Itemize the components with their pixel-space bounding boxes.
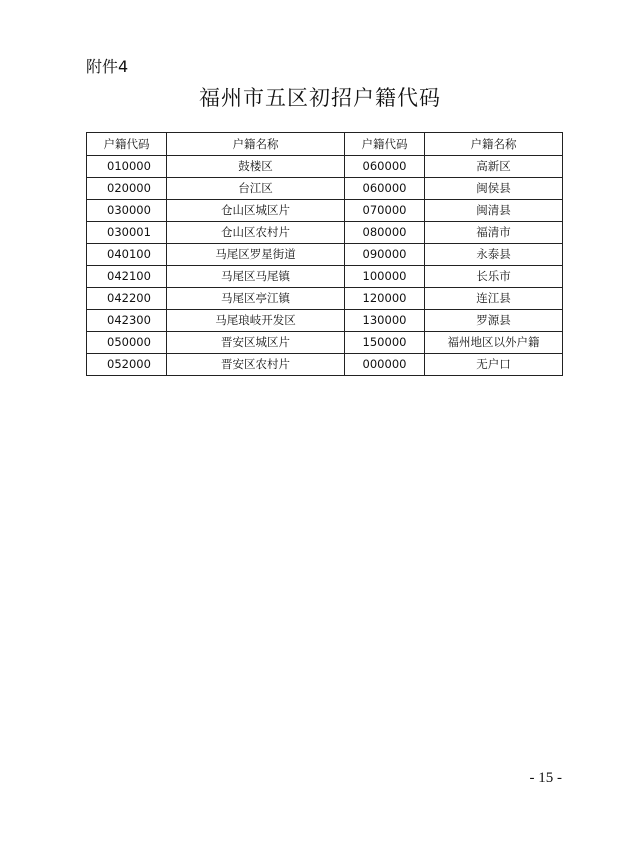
code-cell: 070000 [345,200,425,222]
name-cell: 高新区 [425,156,563,178]
page-number: - 15 - [529,770,562,786]
name-cell: 福州地区以外户籍 [425,332,563,354]
name-cell: 闽侯县 [425,178,563,200]
code-cell: 042200 [87,288,167,310]
name-cell: 鼓楼区 [167,156,345,178]
table-row [87,244,563,266]
code-cell: 010000 [87,156,167,178]
table-row [87,332,563,354]
code-cell: 100000 [345,266,425,288]
table-row [87,222,563,244]
table-row [87,354,563,376]
code-cell: 130000 [345,310,425,332]
header-code-2: 户籍代码 [345,133,425,156]
code-cell: 090000 [345,244,425,266]
header-name-2: 户籍名称 [425,133,563,156]
table-row [87,200,563,222]
header-name-1: 户籍名称 [167,133,345,156]
code-cell: 080000 [345,222,425,244]
table-row [87,178,563,200]
name-cell: 台江区 [167,178,345,200]
document-title: 福州市五区初招户籍代码 [199,86,441,110]
name-cell: 马尾区亭江镇 [167,288,345,310]
name-cell: 永泰县 [425,244,563,266]
name-cell: 闽清县 [425,200,563,222]
code-cell: 030000 [87,200,167,222]
table-row [87,266,563,288]
code-cell: 042300 [87,310,167,332]
attachment-label: 附件4 [86,57,129,76]
table-row [87,288,563,310]
table-header-row [87,133,563,156]
name-cell: 晋安区农村片 [167,354,345,376]
name-cell: 晋安区城区片 [167,332,345,354]
name-cell: 马尾区马尾镇 [167,266,345,288]
name-cell: 连江县 [425,288,563,310]
code-cell: 120000 [345,288,425,310]
name-cell: 长乐市 [425,266,563,288]
name-cell: 罗源县 [425,310,563,332]
header-code-1: 户籍代码 [87,133,167,156]
code-cell: 020000 [87,178,167,200]
code-cell: 000000 [345,354,425,376]
code-cell: 060000 [345,178,425,200]
name-cell: 马尾琅岐开发区 [167,310,345,332]
code-cell: 042100 [87,266,167,288]
table-row [87,310,563,332]
code-cell: 060000 [345,156,425,178]
name-cell: 仓山区城区片 [167,200,345,222]
table-row [87,156,563,178]
code-cell: 050000 [87,332,167,354]
name-cell: 无户口 [425,354,563,376]
household-code-table [86,132,563,376]
code-cell: 030001 [87,222,167,244]
code-cell: 040100 [87,244,167,266]
code-cell: 052000 [87,354,167,376]
code-cell: 150000 [345,332,425,354]
name-cell: 仓山区农村片 [167,222,345,244]
name-cell: 马尾区罗星街道 [167,244,345,266]
name-cell: 福清市 [425,222,563,244]
